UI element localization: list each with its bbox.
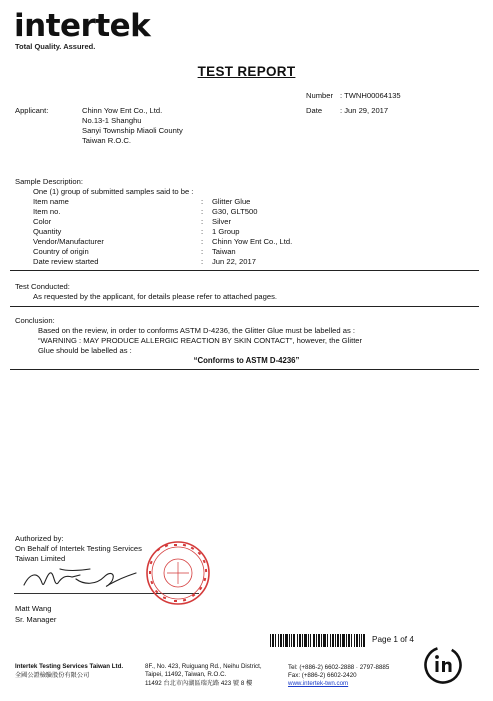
sample-row-label: Country of origin bbox=[33, 247, 89, 256]
footer-address-line: 8F., No. 423, Ruiguang Rd., Neihu District, bbox=[145, 663, 262, 670]
sample-row-value: Taiwan bbox=[212, 247, 236, 256]
authorized-label: Authorized by: bbox=[15, 534, 64, 543]
divider bbox=[10, 270, 479, 271]
footer-address-line: Taipei, 11492, Taiwan, R.O.C. bbox=[145, 671, 227, 678]
entity-line: Taiwan Limited bbox=[15, 554, 66, 563]
behalf-line: On Behalf of Intertek Testing Services bbox=[15, 544, 142, 553]
signatory-role: Sr. Manager bbox=[15, 615, 57, 624]
sample-row-value: G30, GLT500 bbox=[212, 207, 258, 216]
colon: : bbox=[201, 217, 204, 226]
divider bbox=[10, 306, 479, 307]
date-value: : Jun 29, 2017 bbox=[340, 106, 389, 115]
colon: : bbox=[201, 227, 204, 236]
sample-row-value: 1 Group bbox=[212, 227, 240, 236]
applicant-line: Taiwan R.O.C. bbox=[82, 136, 131, 145]
sample-intro: One (1) group of submitted samples said to be : bbox=[33, 187, 194, 196]
applicant-line: Sanyi Township Miaoli County bbox=[82, 126, 183, 135]
sample-row-value: Silver bbox=[212, 217, 231, 226]
footer-tel: Tel: (+886-2) 6602-2888 · 2797-8885 bbox=[288, 664, 390, 671]
colon: : bbox=[201, 247, 204, 256]
sample-row-label: Date review started bbox=[33, 257, 99, 266]
sample-row-value: Chinn Yow Ent Co., Ltd. bbox=[212, 237, 293, 246]
applicant-line: Chinn Yow Ent Co., Ltd. bbox=[82, 106, 163, 115]
sample-row-value: Glitter Glue bbox=[212, 197, 251, 206]
test-text: As requested by the applicant, for details please refer to attached pages. bbox=[33, 292, 277, 301]
sample-row-label: Color bbox=[33, 217, 52, 226]
sample-row-label: Vendor/Manufacturer bbox=[33, 237, 104, 246]
tagline: Total Quality. Assured. bbox=[15, 42, 96, 51]
page-indicator: Page 1 of 4 bbox=[372, 635, 414, 644]
sample-row-label: Item no. bbox=[33, 207, 61, 216]
signatory-name: Matt Wang bbox=[15, 604, 52, 613]
footer-address-line: 11492 台北市內湖區瑞光路 423 號 8 樓 bbox=[145, 680, 253, 687]
test-heading: Test Conducted: bbox=[15, 282, 70, 291]
footer-company-zh: 全國公證檢驗股份有限公司 bbox=[15, 672, 90, 679]
date-label: Date bbox=[306, 106, 323, 115]
company-seal-icon bbox=[145, 540, 211, 606]
divider bbox=[10, 369, 479, 370]
sample-row-value: Jun 22, 2017 bbox=[212, 257, 256, 266]
intertek-mark-icon bbox=[423, 645, 463, 685]
footer-fax: Fax: (+886-2) 6602-2420 bbox=[288, 672, 357, 679]
number-label: Number bbox=[306, 91, 334, 100]
sample-row-label: Item name bbox=[33, 197, 69, 206]
number-value: : TWNH00064135 bbox=[340, 91, 401, 100]
conclusion-line: Glue should be labelled as : bbox=[38, 346, 132, 355]
conclusion-heading: Conclusion: bbox=[15, 316, 55, 325]
sample-heading: Sample Description: bbox=[15, 177, 83, 186]
intertek-logo: intertek bbox=[14, 8, 151, 44]
footer-website-link[interactable]: www.intertek-twn.com bbox=[288, 680, 349, 687]
applicant-label: Applicant: bbox=[15, 106, 49, 115]
colon: : bbox=[201, 257, 204, 266]
colon: : bbox=[201, 197, 204, 206]
conclusion-line: “WARNING : MAY PRODUCE ALLERGIC REACTION BY SKIN CONTACT”, however, the Glitter bbox=[38, 336, 363, 345]
barcode-icon bbox=[270, 634, 365, 647]
colon: : bbox=[201, 207, 204, 216]
colon: : bbox=[201, 237, 204, 246]
applicant-line: No.13-1 Shanghu bbox=[82, 116, 142, 125]
conclusion-line: Based on the review, in order to conforms ASTM D-4236, the Glitter Glue must be labelled as : bbox=[38, 326, 355, 335]
footer-company: Intertek Testing Services Taiwan Ltd. bbox=[15, 663, 124, 670]
conclusion-result: “Conforms to ASTM D-4236” bbox=[193, 356, 300, 365]
sample-row-label: Quantity bbox=[33, 227, 62, 236]
report-title: TEST REPORT bbox=[197, 64, 296, 79]
signature-image bbox=[20, 563, 140, 597]
